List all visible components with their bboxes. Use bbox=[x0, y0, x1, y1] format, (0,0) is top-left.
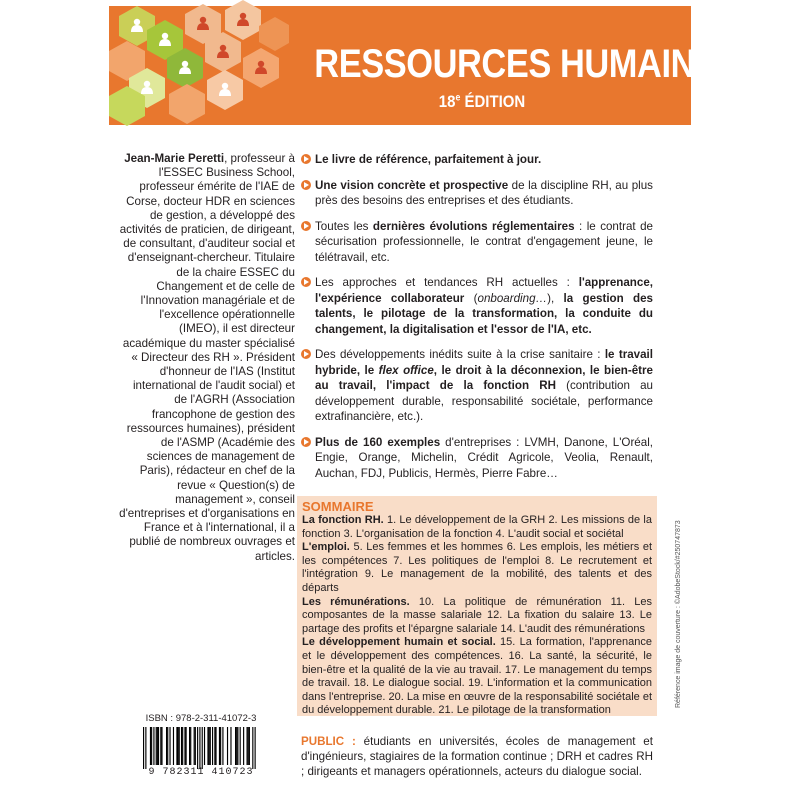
book-back-cover bbox=[109, 6, 741, 794]
image-credit: Référence image de couverture : ©AdobeStock/#250747873 bbox=[675, 520, 682, 708]
author-name: Jean-Marie Peretti bbox=[124, 152, 225, 165]
author-bio bbox=[117, 152, 295, 564]
sommaire-section-head: L'emploi. bbox=[302, 541, 350, 554]
sommaire-section bbox=[302, 596, 652, 637]
public-section bbox=[301, 734, 653, 779]
bullet-text: onboarding… bbox=[477, 291, 548, 305]
bullet-text: Le livre de référence, parfaitement à jour. bbox=[315, 153, 542, 166]
sommaire-section-head: Les rémunérations. bbox=[302, 595, 410, 608]
book-title: RESSOURCES HUMAINES bbox=[314, 42, 741, 86]
sommaire-section-text: 10. La politique de rémunération 11. Les composantes de la masse salariale 12. La fixation du salaire 13. Le partage des profits et l'épargne salariale 14. L'audit des rémunérations bbox=[302, 595, 653, 635]
isbn-digits: 9 782311 410723 bbox=[148, 767, 254, 778]
sommaire-box bbox=[297, 496, 657, 716]
bullet-text: Les approches et tendances RH actuelles : bbox=[315, 276, 579, 289]
bullet-text: , le droit à la déconnexion, le bien-être au travail, l'impact de la fonction RH bbox=[315, 363, 653, 392]
sommaire-section-head: La fonction RH. bbox=[302, 514, 384, 526]
arrow-bullet-icon bbox=[301, 180, 311, 190]
bullet-text: Une vision concrète et prospective bbox=[315, 178, 509, 192]
arrow-bullet-icon bbox=[301, 154, 311, 164]
arrow-bullet-icon bbox=[301, 437, 311, 447]
bullet-text: ), bbox=[547, 291, 564, 305]
sommaire-section bbox=[302, 514, 652, 541]
sommaire-section-text: 1. Le développement de la GRH 2. Les missions de la fonction 3. L'organisation de la fonction 4. L'audit social et sociétal bbox=[302, 514, 652, 540]
sommaire-section-text: 15. La formation, l'apprenance et le développement des compétences. 16. La santé, la sécurité, le bien-être et la qualité de la vie au travail. 17. Le management du temps de travail. 18. Le dialogue social. 19. L'information et la communication dans l'entreprise. 20. La mise en œuvre de la responsabilité sociétale et du développement durable. 21. Le pilotage de la transformation bbox=[302, 636, 653, 717]
sommaire-section bbox=[302, 636, 652, 718]
bullet-text: la gestion des talents, le pilotage de la transformation, la conduite du changement, la digitalisation et l'essor de l'IA, etc. bbox=[315, 291, 653, 336]
barcode bbox=[141, 727, 261, 769]
feature-bullet bbox=[301, 178, 653, 209]
bullet-text: le travail hybride, le bbox=[315, 348, 653, 377]
bullet-text: flex office bbox=[378, 363, 434, 377]
sommaire-section-text: 5. Les femmes et les hommes 6. Les emplois, les métiers et les compétences 7. Les politiques de l'emploi 8. Le recrutement et l'intégration 9. Le management de la mobilité, des talents et des départs bbox=[302, 541, 652, 594]
bullet-text: ( bbox=[464, 291, 478, 305]
public-label: PUBLIC : bbox=[301, 735, 356, 748]
bullet-text: d'entreprises : LVMH, Danone, L'Oréal, Engie, Orange, Michelin, Crédit Agricole, Veolia, Renault, Auchan, FDJ, Publicis, Hermès, Pierre Fabre… bbox=[315, 435, 654, 480]
feature-bullet bbox=[301, 275, 653, 337]
edition-label: 18e ÉDITION bbox=[438, 92, 526, 111]
bullet-text: Plus de 160 exemples bbox=[315, 435, 441, 449]
bullet-text: Toutes les bbox=[315, 219, 373, 233]
feature-bullet bbox=[301, 152, 653, 168]
hexagon-pattern bbox=[109, 6, 289, 125]
isbn-label: ISBN : 978-2-311-41072-3 bbox=[145, 713, 257, 724]
feature-bullet bbox=[301, 435, 653, 482]
feature-bullet bbox=[301, 347, 653, 425]
sommaire-section bbox=[302, 541, 652, 595]
header-banner bbox=[109, 6, 741, 125]
isbn-barcode bbox=[137, 713, 265, 777]
feature-list bbox=[301, 152, 653, 491]
author-bio-text: , professeur à l'ESSEC Business School, professeur émérite de l'IAE de Corse, docteur HDR en sciences de gestion, a développé des activités de praticien, de dirigeant, de consultant, d'auditeur social et d'enseignant-chercheur. Titulaire de la chaire ESSEC du Changement et de celle de l'Innovation managériale et de l'excellence opérationnelle (IMEO), il est directeur académique du master spécialisé « Directeur des RH ». Président d'honneur de l'IAS (Institut international de l'audit social) et de l'AGRH (Association francophone de gestion des ressources humaines), président de l'ASMP (Académie des sciences de management de Paris), rédacteur en chef de la revue « Question(s) de management », conseil d'entreprises et d'organisations en France et à l'international, il a publié de nombreux ouvrages et articles. bbox=[119, 152, 295, 563]
arrow-bullet-icon bbox=[301, 349, 311, 359]
sommaire-section-head: Le développement humain et social. bbox=[302, 636, 496, 649]
bullet-text: de la discipline RH, au plus près des besoins des entreprises et des étudiants. bbox=[315, 178, 653, 207]
bullet-text: (contribution au développement durable, responsabilité sociétale, performance extrafinancière, etc.). bbox=[315, 379, 653, 423]
bullet-text: dernières évolutions réglementaires bbox=[372, 219, 575, 233]
public-text: étudiants en universités, écoles de management et d'ingénieurs, stagiaires de la formation continue ; DRH et cadres RH ; dirigeants et managers opérationnels, acteurs du dialogue social. bbox=[301, 735, 653, 778]
bullet-text: : le contrat de sécurisation professionnelle, le contrat d'engagement jeune, le télétravail, etc. bbox=[315, 219, 653, 264]
arrow-bullet-icon bbox=[301, 221, 311, 231]
sommaire-title: SOMMAIRE bbox=[302, 499, 374, 514]
bullet-text: l'apprenance, l'expérience collaborateur bbox=[315, 276, 653, 305]
bullet-text: Des développements inédits suite à la crise sanitaire : bbox=[315, 348, 605, 361]
feature-bullet bbox=[301, 219, 653, 266]
arrow-bullet-icon bbox=[301, 277, 311, 287]
